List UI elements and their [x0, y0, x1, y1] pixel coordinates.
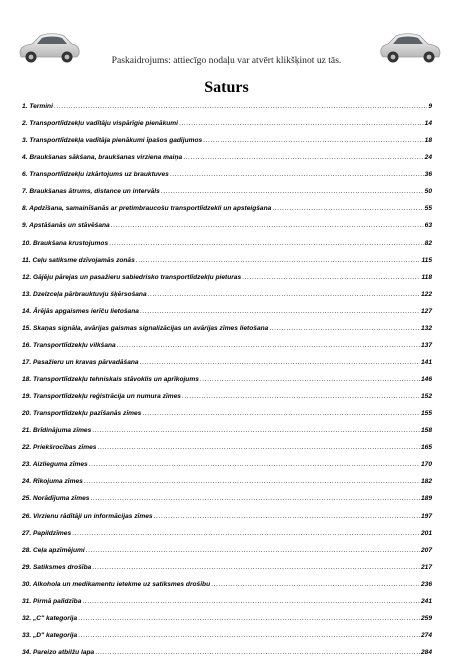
toc-entry-page: 152 — [420, 393, 432, 401]
toc-entry[interactable] — [22, 101, 432, 118]
toc-entry-page: 274 — [420, 631, 432, 639]
toc-entry-page: 127 — [420, 307, 432, 315]
toc-entry-page: 82 — [424, 239, 432, 247]
toc-entry[interactable] — [22, 408, 432, 425]
toc-entry[interactable] — [22, 272, 432, 289]
toc-entry-title: 21. Brīdinājuma zīmes — [22, 427, 92, 435]
toc-entry-page: 50 — [424, 188, 432, 196]
toc-entry-title: 18. Transportlīdzekļu tehniskais stāvoklis un aprīkojums — [22, 376, 199, 383]
toc-entry-title: 12. Gājēju pārejas un pasažieru sabiedrisko transportlīdzekļu pieturas — [22, 273, 242, 281]
dot-leader — [86, 545, 420, 556]
toc-entry-page: 132 — [420, 324, 432, 332]
toc-entry-title: 15. Skaņas signāla, avārijas gaismas signalizācijas un avārijas zīmes lietošana — [22, 324, 269, 332]
toc-entry-title: 10. Braukšana krustojumos — [22, 239, 109, 247]
toc-entry[interactable] — [22, 152, 432, 169]
toc-entry-page: 241 — [420, 597, 432, 605]
toc-entry[interactable] — [22, 613, 432, 630]
toc-entry-title: 25. Norādījuma zīmes — [22, 495, 90, 503]
dot-leader — [154, 511, 420, 522]
toc-entry-page: 24 — [424, 154, 432, 162]
toc-entry-page: 158 — [420, 427, 432, 435]
toc-entry-title: 16. Transportlīdzekļu vilkšana — [22, 341, 116, 349]
dot-leader — [182, 391, 420, 402]
toc-entry[interactable] — [22, 186, 432, 203]
dot-leader — [148, 289, 420, 300]
dot-leader — [92, 425, 420, 436]
toc-entry[interactable] — [22, 459, 432, 476]
dot-leader — [109, 238, 424, 249]
toc-entry[interactable] — [22, 169, 432, 186]
dot-leader — [161, 186, 424, 197]
toc-entry-title: 9. Apstāšanās un stāvēšana — [22, 222, 110, 230]
toc-entry-page: 170 — [420, 461, 432, 469]
toc-entry-title: 34. Pareizo atbilžu lapa — [22, 649, 95, 656]
toc-entry[interactable] — [22, 545, 432, 562]
dot-leader — [82, 596, 420, 607]
toc-entry-page: 137 — [420, 341, 432, 349]
toc-entry[interactable] — [22, 203, 432, 220]
toc-entry-title: 13. Dzelzceļa pārbrauktuvju šķērsošana — [22, 290, 147, 298]
dot-leader — [54, 101, 427, 112]
toc-entry-page: 118 — [421, 273, 432, 281]
toc-entry[interactable] — [22, 442, 432, 459]
toc-entry-title: 22. Priekšrocības zīmes — [22, 444, 97, 452]
dot-leader — [179, 118, 424, 129]
toc-entry[interactable] — [22, 425, 432, 442]
toc-entry[interactable] — [22, 391, 432, 408]
toc-entry-title: 19. Transportlīdzekļu reģistrācija un numura zīmes — [22, 393, 181, 401]
dot-leader — [203, 135, 423, 146]
toc-entry-title: 27. Papildzīmes — [22, 529, 72, 537]
dot-leader — [183, 152, 423, 163]
toc-entry-page: 115 — [421, 256, 432, 264]
instruction-note: Paskaidrojums: attiecīgo nodaļu var atvērt klikšķinot uz tās. — [111, 55, 342, 66]
dot-leader — [72, 528, 420, 539]
toc-entry-title: 26. Virzienu rādītāji un informācijas zīmes — [22, 512, 153, 520]
dot-leader — [211, 579, 420, 590]
toc-entry-title: 17. Pasažieru un kravas pārvadāšana — [22, 358, 139, 366]
dot-leader — [170, 169, 424, 180]
toc-entry-page: 155 — [420, 410, 432, 418]
toc-entry[interactable] — [22, 374, 432, 391]
toc-entry[interactable] — [22, 562, 432, 579]
toc-entry-page: 165 — [420, 444, 432, 452]
dot-leader — [90, 493, 420, 504]
toc-entry-title: 2. Transportlīdzekļu vadītāju vispārīgie pienākumi — [22, 120, 178, 128]
dot-leader — [272, 203, 423, 214]
toc-entry-page: 182 — [420, 478, 432, 486]
dot-leader — [140, 306, 420, 317]
toc-entry-page: 146 — [420, 376, 432, 383]
toc-entry-title: 29. Satiksmes drošība — [22, 563, 92, 571]
toc-entry-title: 8. Apdzīšana, samainīšanās ar pretimbraucošu transportlīdzekli un apsteigšana — [22, 205, 272, 213]
dot-leader — [78, 613, 420, 624]
toc-entry-page: 259 — [420, 614, 432, 622]
toc-entry-page: 122 — [420, 290, 432, 298]
dot-leader — [84, 476, 420, 487]
dot-leader — [95, 647, 420, 658]
dot-leader — [242, 272, 420, 283]
dot-leader — [92, 562, 420, 573]
toc-entry[interactable] — [22, 476, 432, 493]
toc-entry[interactable] — [22, 357, 432, 374]
toc-entry-page: 18 — [424, 137, 432, 145]
toc-entry-title: 1. Termini — [22, 103, 53, 110]
toc-entry-title: 33. „D" kategorija — [22, 631, 78, 639]
page-title: Saturs — [204, 79, 249, 96]
toc-entry[interactable] — [22, 238, 432, 255]
toc-entry[interactable] — [22, 323, 432, 340]
toc-entry[interactable] — [22, 306, 432, 323]
toc-entry-title: 32. „C" kategorija — [22, 614, 78, 622]
toc-entry[interactable] — [22, 596, 432, 613]
toc-entry-page: 55 — [424, 205, 432, 213]
toc-entry[interactable] — [22, 118, 432, 135]
toc-entry-page: 141 — [420, 358, 432, 366]
toc-entry-page: 63 — [424, 222, 432, 230]
toc-entry-page: 207 — [420, 546, 432, 554]
toc-entry-page: 197 — [420, 512, 432, 520]
toc-entry[interactable] — [22, 289, 432, 306]
toc-entry-page: 36 — [424, 171, 432, 179]
dot-leader — [97, 442, 420, 453]
toc-entry[interactable] — [22, 579, 432, 596]
toc-entry-page: 9 — [428, 103, 432, 110]
toc-entry-title: 14. Ārējās apgaismes ierīču lietošana — [22, 307, 139, 315]
toc-entry[interactable] — [22, 220, 432, 237]
toc-entry-title: 28. Ceļa apzīmējumi — [22, 546, 85, 554]
table-of-contents — [22, 101, 432, 664]
toc-entry[interactable] — [22, 340, 432, 357]
toc-entry[interactable] — [22, 647, 432, 664]
toc-entry[interactable] — [22, 528, 432, 545]
toc-entry-title: 31. Pirmā palīdzība — [22, 597, 82, 605]
toc-entry-title: 23. Aizlieguma zīmes — [22, 461, 88, 469]
dot-leader — [117, 340, 420, 351]
toc-entry-page: 217 — [420, 563, 432, 571]
toc-entry-title: 20. Transportlīdzekļu pazīšanās zīmes — [22, 410, 142, 418]
toc-entry-title: 6. Transportlīdzekļu izkārtojums uz brauktuves — [22, 171, 169, 179]
toc-entry-page: 14 — [424, 120, 432, 128]
toc-entry-page: 189 — [420, 495, 432, 503]
toc-entry-title: 11. Ceļu satiksme dzīvojamās zonās — [22, 256, 135, 264]
dot-leader — [142, 408, 420, 419]
toc-entry-page: 284 — [420, 649, 432, 656]
dot-leader — [89, 459, 420, 470]
dot-leader — [78, 630, 420, 641]
toc-entry[interactable] — [22, 135, 432, 152]
toc-entry-title: 3. Transportlīdzekļa vadītāja pienākumi īpašos gadījumos — [22, 137, 203, 145]
toc-entry-page: 236 — [420, 580, 432, 588]
toc-entry-title: 24. Rīkojuma zīmes — [22, 478, 83, 486]
toc-entry-page: 201 — [420, 529, 432, 537]
toc-entry[interactable] — [22, 493, 432, 510]
toc-entry-title: 7. Braukšanas ātrums, distance un intervāls — [22, 188, 160, 196]
toc-entry-title: 30. Alkohola un medikamentu ietekme uz satiksmes drošību — [22, 580, 211, 588]
dot-leader — [136, 255, 421, 266]
toc-entry[interactable] — [22, 511, 432, 528]
dot-leader — [269, 323, 420, 334]
dot-leader — [200, 374, 420, 385]
dot-leader — [111, 220, 424, 231]
toc-entry-title: 4. Braukšanas sākšana, braukšanas virziena maiņa — [22, 154, 183, 162]
dot-leader — [140, 357, 420, 368]
toc-entry[interactable] — [22, 630, 432, 647]
toc-entry[interactable] — [22, 255, 432, 272]
